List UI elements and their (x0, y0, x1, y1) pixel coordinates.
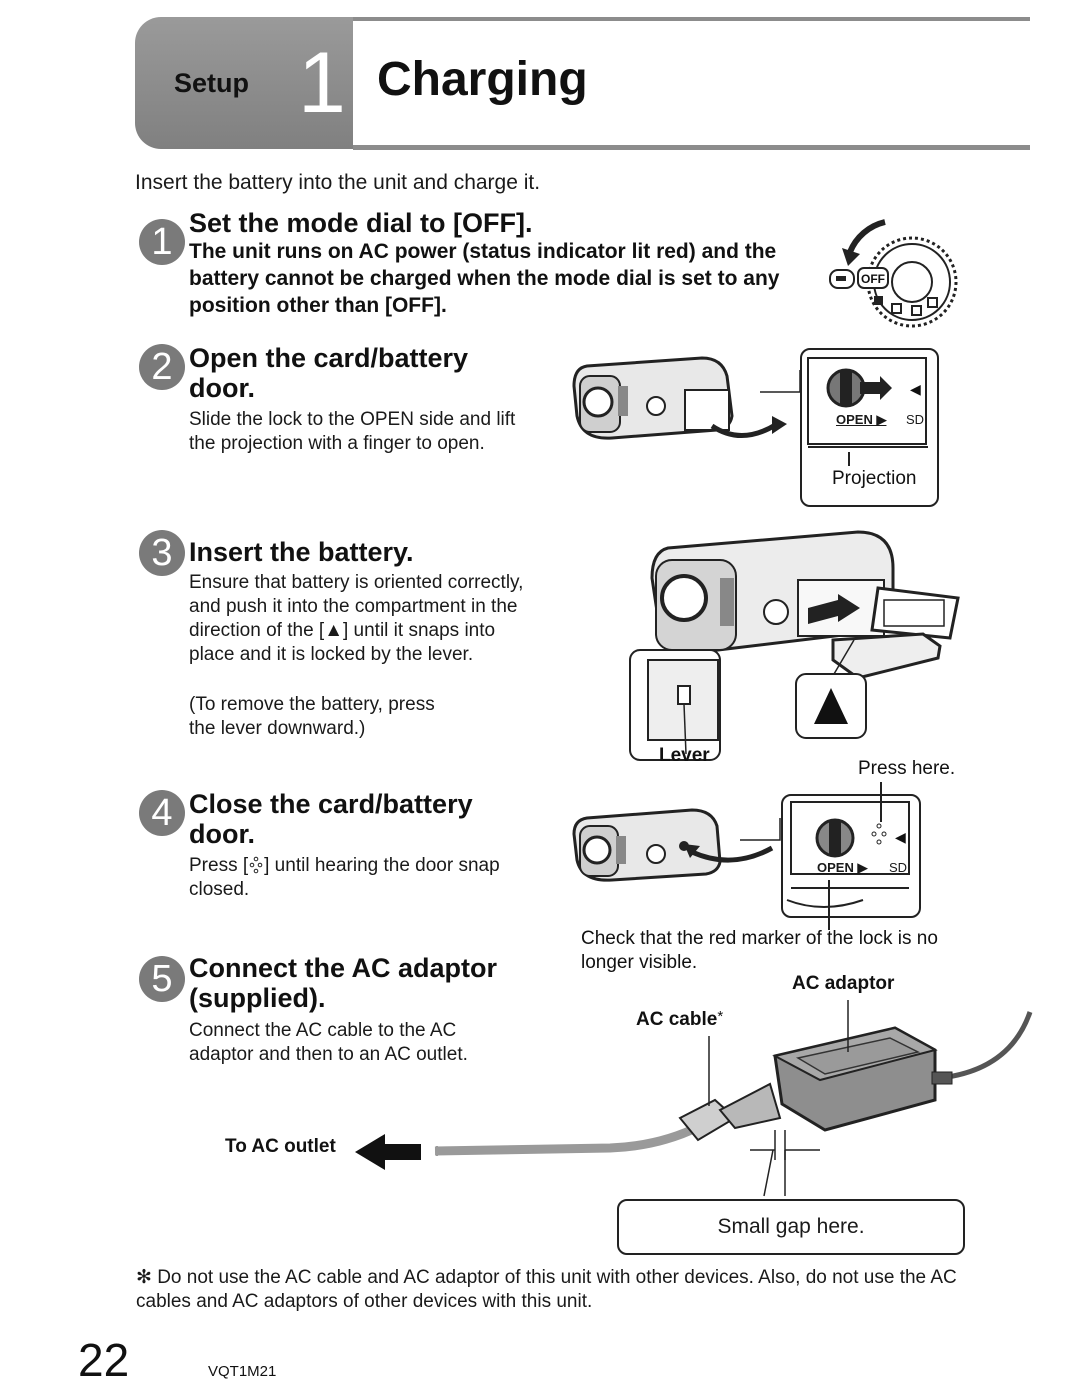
step-2-title-line1: Open the card/battery (189, 343, 469, 373)
step-5-title-line1: Connect the AC adaptor (189, 953, 498, 983)
chapter-number: 1 (298, 35, 346, 131)
open-label-close: OPEN ▶ (817, 860, 868, 875)
dotted-button-icon (248, 856, 264, 874)
to-ac-outlet-label: To AC outlet (225, 1136, 336, 1157)
step-4-title-line2: door. (189, 819, 255, 849)
step-4-title-line1: Close the card/battery (189, 789, 473, 819)
document-code: VQT1M21 (208, 1363, 277, 1380)
zoom-inset-close (781, 794, 921, 918)
zoom-inset-open (800, 348, 939, 507)
battery-insert-illustration (628, 528, 973, 768)
step-1-body: The unit runs on AC power (status indicator lit red) and the battery cannot be charged when the mode dial is set to any position other than [OFF]. (189, 240, 780, 317)
lever-label: Lever (659, 745, 710, 766)
sd-label: SD (906, 412, 925, 427)
marker-pointer (828, 880, 830, 930)
step-3-body: Ensure that battery is oriented correctly, and push it into the compartment in the direction of the [▲] until it snaps into place and it is locked by the lever. (189, 572, 524, 665)
header-rule-bottom (353, 145, 1030, 150)
mode-dial-illustration (830, 212, 960, 337)
projection-pointer (848, 452, 850, 466)
step-4-body (189, 854, 509, 902)
callout-line-4 (740, 818, 785, 843)
ac-adaptor-label: AC adaptor (792, 973, 895, 994)
lock-slider-open (802, 350, 937, 450)
step-1-title: Set the mode dial to [OFF]. (189, 208, 533, 238)
page-title: Charging (377, 53, 588, 106)
footnote-mark: ✻ (136, 1267, 152, 1288)
sd-label-close: SD (889, 860, 908, 875)
footnote-text: Do not use the AC cable and AC adaptor of this unit with other devices. Also, do not use the AC cables and AC adaptors of other devices with this unit. (136, 1267, 957, 1312)
press-here-pointer (880, 782, 882, 822)
step-2-body: Slide the lock to the OPEN side and lift the projection with a finger to open. (189, 409, 516, 454)
arrow-left-icon (355, 1132, 425, 1172)
lock-slider-closed (783, 796, 919, 916)
footnote (136, 1266, 976, 1314)
small-gap-callout: Small gap here. (617, 1199, 965, 1255)
divider (808, 446, 928, 448)
page-number: 22 (78, 1334, 130, 1386)
step-2-title-line2: door. (189, 373, 255, 403)
step-5-title-line2: (supplied). (189, 983, 326, 1013)
ac-cable-mark: * (717, 1008, 724, 1025)
projection-label: Projection (832, 468, 917, 489)
intro-text: Insert the battery into the unit and charge it. (135, 171, 541, 194)
svg-text:◀: ◀ (895, 829, 906, 845)
open-label: OPEN ▶ (836, 412, 887, 427)
step-1-badge: 1 (139, 219, 185, 265)
section-label: Setup (174, 68, 250, 98)
check-marker-label: Check that the red marker of the lock is no longer visible. (581, 928, 938, 973)
step-4-badge: 4 (139, 790, 185, 836)
step-3-title: Insert the battery. (189, 537, 414, 567)
header-rule-top (353, 17, 1030, 21)
step-4-body-start: Press [ (189, 855, 249, 876)
svg-text:◀: ◀ (910, 381, 921, 397)
step-5-badge: 5 (139, 956, 185, 1002)
step-2-badge: 2 (139, 344, 185, 390)
off-label: OFF (861, 272, 885, 286)
press-here-label: Press here. (858, 758, 956, 779)
step-3-badge: 3 (139, 530, 185, 576)
step-3-note: (To remove the battery, press the lever downward.) (189, 694, 435, 739)
ac-adaptor-illustration (430, 1000, 1035, 1200)
step-4-body-end: ] until hearing the door snap closed. (189, 855, 500, 900)
step-5-body: Connect the AC cable to the AC adaptor and then to an AC outlet. (189, 1020, 468, 1065)
ac-cable-text: AC cable (636, 1009, 718, 1030)
